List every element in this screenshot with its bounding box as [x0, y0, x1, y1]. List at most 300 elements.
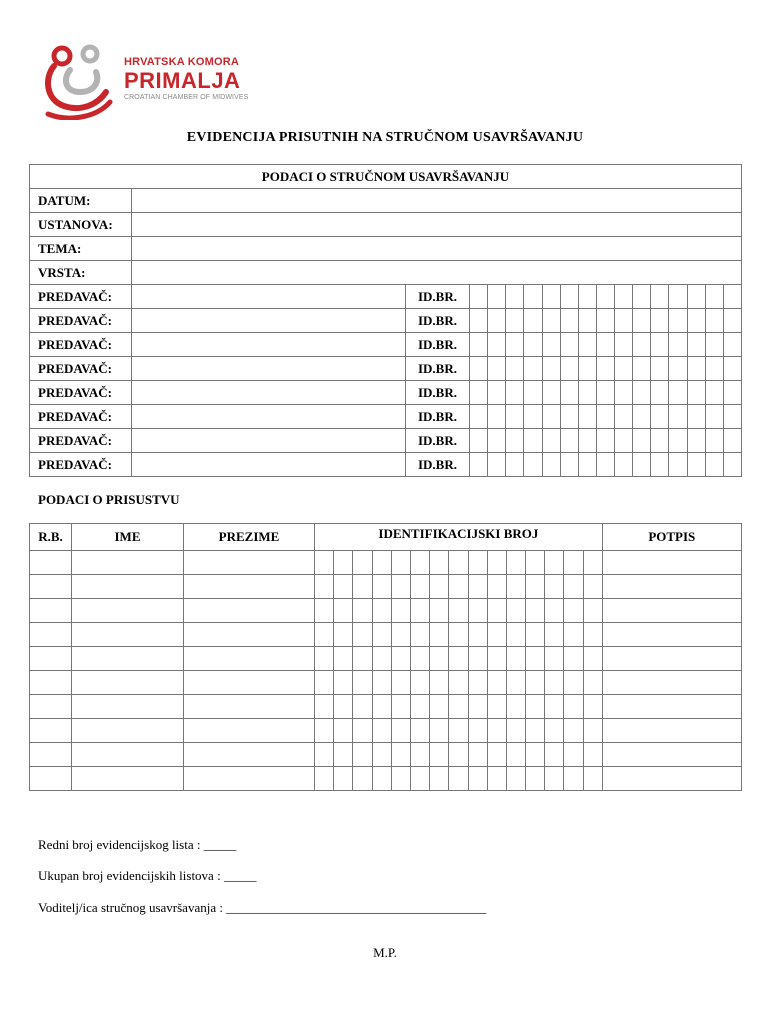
potpis-cell[interactable]	[602, 647, 741, 671]
id-digit-box[interactable]	[506, 453, 524, 477]
lecturer-name-cell[interactable]	[132, 453, 406, 477]
prezime-cell[interactable]	[184, 767, 315, 791]
rb-cell[interactable]	[30, 599, 72, 623]
field-value-cell[interactable]	[132, 261, 742, 285]
id-digit-box[interactable]	[315, 743, 334, 767]
id-digit-box[interactable]	[315, 551, 334, 575]
prezime-cell[interactable]	[184, 719, 315, 743]
potpis-cell[interactable]	[602, 551, 741, 575]
id-digit-box[interactable]	[615, 333, 633, 357]
potpis-cell[interactable]	[602, 767, 741, 791]
id-digit-box[interactable]	[560, 285, 578, 309]
potpis-cell[interactable]	[602, 671, 741, 695]
id-digit-box[interactable]	[391, 599, 410, 623]
id-digit-box[interactable]	[391, 695, 410, 719]
id-digit-box[interactable]	[488, 453, 506, 477]
id-digit-box[interactable]	[449, 671, 468, 695]
id-digit-box[interactable]	[578, 405, 596, 429]
id-digit-box[interactable]	[669, 285, 687, 309]
id-digit-box[interactable]	[615, 357, 633, 381]
id-digit-box[interactable]	[334, 743, 353, 767]
id-digit-box[interactable]	[391, 719, 410, 743]
id-digit-box[interactable]	[633, 357, 651, 381]
id-digit-box[interactable]	[542, 405, 560, 429]
id-digit-box[interactable]	[564, 551, 583, 575]
id-digit-box[interactable]	[633, 285, 651, 309]
id-digit-box[interactable]	[705, 309, 723, 333]
rb-cell[interactable]	[30, 575, 72, 599]
id-digit-box[interactable]	[449, 767, 468, 791]
id-digit-box[interactable]	[687, 285, 705, 309]
id-digit-box[interactable]	[596, 453, 614, 477]
id-digit-box[interactable]	[545, 647, 564, 671]
id-digit-box[interactable]	[669, 381, 687, 405]
id-digit-box[interactable]	[596, 429, 614, 453]
id-digit-box[interactable]	[687, 357, 705, 381]
id-digit-box[interactable]	[583, 647, 602, 671]
lecturer-name-cell[interactable]	[132, 381, 406, 405]
id-digit-box[interactable]	[410, 719, 429, 743]
id-digit-box[interactable]	[334, 647, 353, 671]
id-digit-box[interactable]	[468, 623, 487, 647]
ime-cell[interactable]	[72, 695, 184, 719]
id-digit-box[interactable]	[430, 647, 449, 671]
field-value-cell[interactable]	[132, 189, 742, 213]
id-digit-box[interactable]	[353, 599, 372, 623]
id-digit-box[interactable]	[468, 647, 487, 671]
id-digit-box[interactable]	[526, 743, 545, 767]
id-digit-box[interactable]	[564, 647, 583, 671]
id-digit-box[interactable]	[430, 767, 449, 791]
id-digit-box[interactable]	[651, 285, 669, 309]
id-digit-box[interactable]	[564, 599, 583, 623]
id-digit-box[interactable]	[315, 767, 334, 791]
lecturer-name-cell[interactable]	[132, 357, 406, 381]
id-digit-box[interactable]	[545, 767, 564, 791]
id-digit-box[interactable]	[560, 381, 578, 405]
id-digit-box[interactable]	[651, 405, 669, 429]
id-digit-box[interactable]	[545, 743, 564, 767]
id-digit-box[interactable]	[410, 671, 429, 695]
id-digit-box[interactable]	[578, 357, 596, 381]
id-digit-box[interactable]	[410, 767, 429, 791]
id-digit-box[interactable]	[487, 575, 506, 599]
id-digit-box[interactable]	[723, 333, 741, 357]
id-digit-box[interactable]	[583, 599, 602, 623]
id-digit-box[interactable]	[723, 405, 741, 429]
id-digit-box[interactable]	[705, 381, 723, 405]
id-digit-box[interactable]	[487, 695, 506, 719]
id-digit-box[interactable]	[506, 695, 525, 719]
ime-cell[interactable]	[72, 767, 184, 791]
id-digit-box[interactable]	[542, 357, 560, 381]
id-digit-box[interactable]	[470, 357, 488, 381]
id-digit-box[interactable]	[372, 671, 391, 695]
id-digit-box[interactable]	[633, 453, 651, 477]
id-digit-box[interactable]	[583, 695, 602, 719]
id-digit-box[interactable]	[430, 719, 449, 743]
prezime-cell[interactable]	[184, 623, 315, 647]
id-digit-box[interactable]	[506, 719, 525, 743]
id-digit-box[interactable]	[353, 719, 372, 743]
id-digit-box[interactable]	[526, 695, 545, 719]
id-digit-box[interactable]	[633, 405, 651, 429]
id-digit-box[interactable]	[545, 575, 564, 599]
id-digit-box[interactable]	[687, 381, 705, 405]
id-digit-box[interactable]	[470, 405, 488, 429]
id-digit-box[interactable]	[315, 623, 334, 647]
id-digit-box[interactable]	[705, 333, 723, 357]
id-digit-box[interactable]	[430, 551, 449, 575]
id-digit-box[interactable]	[723, 357, 741, 381]
id-digit-box[interactable]	[578, 333, 596, 357]
id-digit-box[interactable]	[372, 575, 391, 599]
id-digit-box[interactable]	[430, 695, 449, 719]
id-digit-box[interactable]	[578, 285, 596, 309]
id-digit-box[interactable]	[687, 429, 705, 453]
id-digit-box[interactable]	[651, 429, 669, 453]
id-digit-box[interactable]	[506, 767, 525, 791]
id-digit-box[interactable]	[488, 285, 506, 309]
id-digit-box[interactable]	[583, 671, 602, 695]
id-digit-box[interactable]	[334, 671, 353, 695]
id-digit-box[interactable]	[526, 719, 545, 743]
id-digit-box[interactable]	[564, 575, 583, 599]
prezime-cell[interactable]	[184, 647, 315, 671]
id-digit-box[interactable]	[430, 575, 449, 599]
id-digit-box[interactable]	[615, 309, 633, 333]
id-digit-box[interactable]	[583, 551, 602, 575]
id-digit-box[interactable]	[506, 599, 525, 623]
id-digit-box[interactable]	[315, 719, 334, 743]
ime-cell[interactable]	[72, 599, 184, 623]
id-digit-box[interactable]	[506, 381, 524, 405]
id-digit-box[interactable]	[578, 429, 596, 453]
id-digit-box[interactable]	[449, 719, 468, 743]
id-digit-box[interactable]	[651, 453, 669, 477]
rb-cell[interactable]	[30, 647, 72, 671]
id-digit-box[interactable]	[506, 647, 525, 671]
id-digit-box[interactable]	[545, 551, 564, 575]
id-digit-box[interactable]	[334, 695, 353, 719]
id-digit-box[interactable]	[372, 551, 391, 575]
rb-cell[interactable]	[30, 719, 72, 743]
id-digit-box[interactable]	[391, 647, 410, 671]
id-digit-box[interactable]	[449, 575, 468, 599]
id-digit-box[interactable]	[564, 743, 583, 767]
id-digit-box[interactable]	[723, 429, 741, 453]
id-digit-box[interactable]	[723, 309, 741, 333]
id-digit-box[interactable]	[615, 381, 633, 405]
id-digit-box[interactable]	[410, 623, 429, 647]
potpis-cell[interactable]	[602, 623, 741, 647]
id-digit-box[interactable]	[410, 575, 429, 599]
id-digit-box[interactable]	[430, 623, 449, 647]
id-digit-box[interactable]	[506, 333, 524, 357]
id-digit-box[interactable]	[687, 405, 705, 429]
id-digit-box[interactable]	[526, 647, 545, 671]
id-digit-box[interactable]	[669, 429, 687, 453]
id-digit-box[interactable]	[506, 309, 524, 333]
prezime-cell[interactable]	[184, 743, 315, 767]
id-digit-box[interactable]	[391, 623, 410, 647]
id-digit-box[interactable]	[596, 381, 614, 405]
id-digit-box[interactable]	[560, 357, 578, 381]
id-digit-box[interactable]	[723, 381, 741, 405]
id-digit-box[interactable]	[353, 695, 372, 719]
id-digit-box[interactable]	[633, 381, 651, 405]
ime-cell[interactable]	[72, 551, 184, 575]
id-digit-box[interactable]	[545, 719, 564, 743]
id-digit-box[interactable]	[583, 767, 602, 791]
ime-cell[interactable]	[72, 743, 184, 767]
id-digit-box[interactable]	[526, 551, 545, 575]
id-digit-box[interactable]	[723, 285, 741, 309]
id-digit-box[interactable]	[545, 695, 564, 719]
id-digit-box[interactable]	[315, 671, 334, 695]
id-digit-box[interactable]	[526, 623, 545, 647]
id-digit-box[interactable]	[506, 285, 524, 309]
id-digit-box[interactable]	[470, 333, 488, 357]
id-digit-box[interactable]	[487, 623, 506, 647]
id-digit-box[interactable]	[506, 551, 525, 575]
id-digit-box[interactable]	[488, 309, 506, 333]
id-digit-box[interactable]	[669, 405, 687, 429]
id-digit-box[interactable]	[542, 285, 560, 309]
id-digit-box[interactable]	[372, 647, 391, 671]
id-digit-box[interactable]	[560, 333, 578, 357]
id-digit-box[interactable]	[488, 381, 506, 405]
id-digit-box[interactable]	[596, 333, 614, 357]
id-digit-box[interactable]	[669, 333, 687, 357]
id-digit-box[interactable]	[651, 309, 669, 333]
id-digit-box[interactable]	[542, 429, 560, 453]
rb-cell[interactable]	[30, 695, 72, 719]
id-digit-box[interactable]	[596, 285, 614, 309]
id-digit-box[interactable]	[372, 743, 391, 767]
id-digit-box[interactable]	[487, 551, 506, 575]
id-digit-box[interactable]	[583, 575, 602, 599]
id-digit-box[interactable]	[353, 767, 372, 791]
id-digit-box[interactable]	[468, 551, 487, 575]
id-digit-box[interactable]	[506, 405, 524, 429]
id-digit-box[interactable]	[391, 671, 410, 695]
lecturer-name-cell[interactable]	[132, 405, 406, 429]
id-digit-box[interactable]	[687, 309, 705, 333]
id-digit-box[interactable]	[526, 599, 545, 623]
id-digit-box[interactable]	[488, 405, 506, 429]
prezime-cell[interactable]	[184, 575, 315, 599]
id-digit-box[interactable]	[353, 623, 372, 647]
id-digit-box[interactable]	[391, 743, 410, 767]
potpis-cell[interactable]	[602, 575, 741, 599]
lecturer-name-cell[interactable]	[132, 309, 406, 333]
id-digit-box[interactable]	[583, 743, 602, 767]
rb-cell[interactable]	[30, 623, 72, 647]
id-digit-box[interactable]	[560, 429, 578, 453]
rb-cell[interactable]	[30, 767, 72, 791]
id-digit-box[interactable]	[705, 285, 723, 309]
id-digit-box[interactable]	[669, 453, 687, 477]
id-digit-box[interactable]	[560, 453, 578, 477]
id-digit-box[interactable]	[315, 695, 334, 719]
id-digit-box[interactable]	[578, 453, 596, 477]
id-digit-box[interactable]	[410, 551, 429, 575]
id-digit-box[interactable]	[449, 647, 468, 671]
id-digit-box[interactable]	[449, 599, 468, 623]
id-digit-box[interactable]	[526, 767, 545, 791]
id-digit-box[interactable]	[526, 575, 545, 599]
id-digit-box[interactable]	[410, 599, 429, 623]
potpis-cell[interactable]	[602, 599, 741, 623]
id-digit-box[interactable]	[524, 453, 542, 477]
id-digit-box[interactable]	[334, 623, 353, 647]
id-digit-box[interactable]	[705, 429, 723, 453]
id-digit-box[interactable]	[334, 767, 353, 791]
id-digit-box[interactable]	[372, 767, 391, 791]
id-digit-box[interactable]	[506, 671, 525, 695]
id-digit-box[interactable]	[372, 623, 391, 647]
potpis-cell[interactable]	[602, 743, 741, 767]
id-digit-box[interactable]	[526, 671, 545, 695]
id-digit-box[interactable]	[487, 719, 506, 743]
id-digit-box[interactable]	[410, 647, 429, 671]
id-digit-box[interactable]	[391, 575, 410, 599]
id-digit-box[interactable]	[315, 647, 334, 671]
id-digit-box[interactable]	[545, 623, 564, 647]
id-digit-box[interactable]	[315, 575, 334, 599]
potpis-cell[interactable]	[602, 719, 741, 743]
id-digit-box[interactable]	[334, 719, 353, 743]
prezime-cell[interactable]	[184, 599, 315, 623]
id-digit-box[interactable]	[705, 453, 723, 477]
rb-cell[interactable]	[30, 551, 72, 575]
id-digit-box[interactable]	[669, 309, 687, 333]
id-digit-box[interactable]	[470, 429, 488, 453]
id-digit-box[interactable]	[372, 695, 391, 719]
id-digit-box[interactable]	[468, 743, 487, 767]
id-digit-box[interactable]	[687, 453, 705, 477]
id-digit-box[interactable]	[564, 695, 583, 719]
id-digit-box[interactable]	[687, 333, 705, 357]
id-digit-box[interactable]	[334, 599, 353, 623]
id-digit-box[interactable]	[468, 767, 487, 791]
rb-cell[interactable]	[30, 671, 72, 695]
id-digit-box[interactable]	[449, 743, 468, 767]
id-digit-box[interactable]	[524, 405, 542, 429]
id-digit-box[interactable]	[578, 381, 596, 405]
lecturer-name-cell[interactable]	[132, 333, 406, 357]
ime-cell[interactable]	[72, 719, 184, 743]
id-digit-box[interactable]	[353, 575, 372, 599]
id-digit-box[interactable]	[596, 309, 614, 333]
id-digit-box[interactable]	[353, 551, 372, 575]
id-digit-box[interactable]	[449, 551, 468, 575]
id-digit-box[interactable]	[506, 575, 525, 599]
id-digit-box[interactable]	[353, 671, 372, 695]
id-digit-box[interactable]	[468, 575, 487, 599]
id-digit-box[interactable]	[410, 695, 429, 719]
id-digit-box[interactable]	[353, 647, 372, 671]
id-digit-box[interactable]	[524, 309, 542, 333]
id-digit-box[interactable]	[615, 405, 633, 429]
id-digit-box[interactable]	[468, 671, 487, 695]
id-digit-box[interactable]	[615, 429, 633, 453]
id-digit-box[interactable]	[560, 405, 578, 429]
lecturer-name-cell[interactable]	[132, 285, 406, 309]
id-digit-box[interactable]	[506, 623, 525, 647]
id-digit-box[interactable]	[488, 429, 506, 453]
id-digit-box[interactable]	[506, 357, 524, 381]
field-value-cell[interactable]	[132, 237, 742, 261]
id-digit-box[interactable]	[524, 429, 542, 453]
id-digit-box[interactable]	[372, 599, 391, 623]
id-digit-box[interactable]	[470, 453, 488, 477]
id-digit-box[interactable]	[487, 671, 506, 695]
id-digit-box[interactable]	[524, 357, 542, 381]
id-digit-box[interactable]	[542, 309, 560, 333]
rb-cell[interactable]	[30, 743, 72, 767]
id-digit-box[interactable]	[542, 453, 560, 477]
id-digit-box[interactable]	[578, 309, 596, 333]
id-digit-box[interactable]	[488, 357, 506, 381]
id-digit-box[interactable]	[468, 695, 487, 719]
id-digit-box[interactable]	[430, 743, 449, 767]
id-digit-box[interactable]	[564, 623, 583, 647]
id-digit-box[interactable]	[391, 551, 410, 575]
id-digit-box[interactable]	[353, 743, 372, 767]
potpis-cell[interactable]	[602, 695, 741, 719]
id-digit-box[interactable]	[468, 599, 487, 623]
prezime-cell[interactable]	[184, 671, 315, 695]
id-digit-box[interactable]	[596, 357, 614, 381]
id-digit-box[interactable]	[564, 671, 583, 695]
id-digit-box[interactable]	[506, 429, 524, 453]
id-digit-box[interactable]	[583, 623, 602, 647]
id-digit-box[interactable]	[334, 551, 353, 575]
id-digit-box[interactable]	[651, 381, 669, 405]
id-digit-box[interactable]	[506, 743, 525, 767]
id-digit-box[interactable]	[487, 599, 506, 623]
id-digit-box[interactable]	[651, 333, 669, 357]
id-digit-box[interactable]	[615, 453, 633, 477]
id-digit-box[interactable]	[524, 285, 542, 309]
id-digit-box[interactable]	[564, 767, 583, 791]
id-digit-box[interactable]	[430, 671, 449, 695]
id-digit-box[interactable]	[468, 719, 487, 743]
id-digit-box[interactable]	[487, 743, 506, 767]
prezime-cell[interactable]	[184, 695, 315, 719]
id-digit-box[interactable]	[524, 333, 542, 357]
id-digit-box[interactable]	[583, 719, 602, 743]
id-digit-box[interactable]	[723, 453, 741, 477]
ime-cell[interactable]	[72, 623, 184, 647]
id-digit-box[interactable]	[542, 333, 560, 357]
id-digit-box[interactable]	[633, 333, 651, 357]
id-digit-box[interactable]	[430, 599, 449, 623]
id-digit-box[interactable]	[487, 767, 506, 791]
id-digit-box[interactable]	[633, 429, 651, 453]
id-digit-box[interactable]	[487, 647, 506, 671]
id-digit-box[interactable]	[545, 671, 564, 695]
id-digit-box[interactable]	[542, 381, 560, 405]
id-digit-box[interactable]	[449, 623, 468, 647]
id-digit-box[interactable]	[651, 357, 669, 381]
ime-cell[interactable]	[72, 647, 184, 671]
id-digit-box[interactable]	[470, 309, 488, 333]
id-digit-box[interactable]	[615, 285, 633, 309]
prezime-cell[interactable]	[184, 551, 315, 575]
